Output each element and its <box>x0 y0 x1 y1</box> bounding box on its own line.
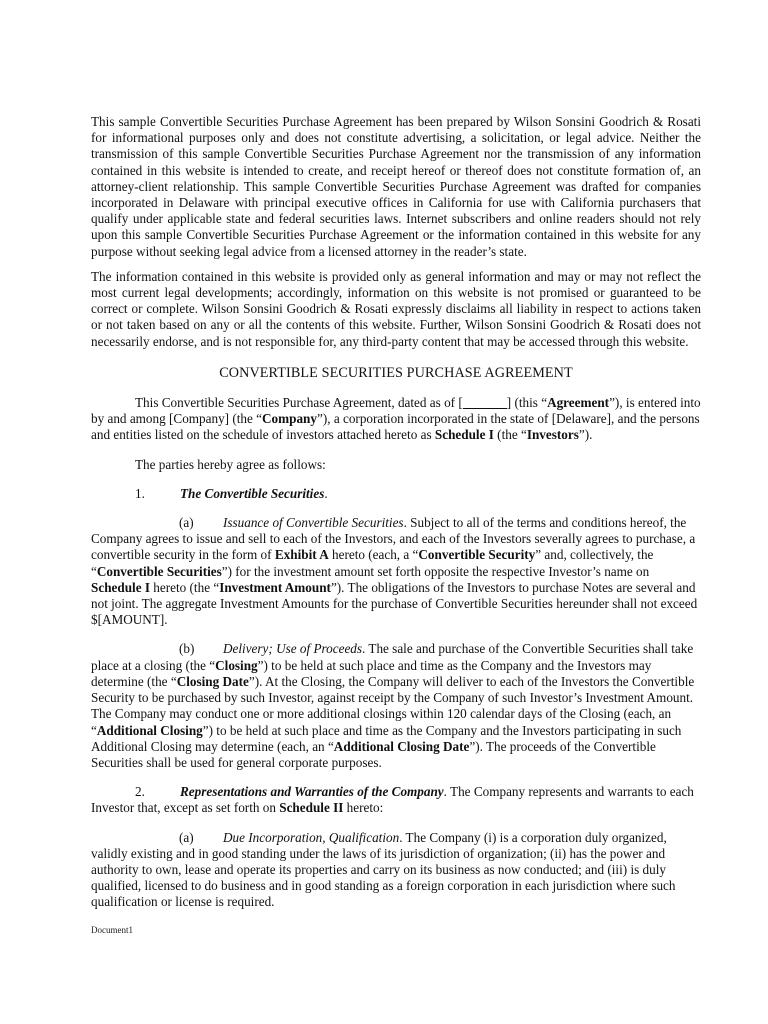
date-blank <box>463 396 507 409</box>
section-1-number: 1. <box>135 485 145 501</box>
disclaimer-paragraph-1: This sample Convertible Securities Purchase Agreement has been prepared by Wilson Sonsini Goodrich & Rosati for informational purposes only and does not constitute advertising, a solicitation, or legal advice. Neither the transmission of this sample Convertible Securities Purchase Agreement nor the transmission of any information contained in this website is intended to create, and receipt hereof or thereof does not constitute formation of, an attorney-client relationship. This sample Convertible Securities Purchase Agreement was drafted for companies incorporated in Delaware with principal executive offices in California for use with California purchasers that qualify under applicable state and federal securities laws. Internet subscribers and online readers should not rely upon this sample Convertible Securities Purchase Agreement or the information contained in this website for any purpose without seeking legal advice from a licensed attorney in the reader’s state. <box>91 114 701 259</box>
section-1b-paragraph: (b) Delivery; Use of Proceeds. The sale and purchase of the Convertible Securities shall take place at a closing (the “Closing”) to be held at such place and time as the Company and the Investors may determine (the “Closing Date”). At the Closing, the Company will deliver to each of the Investors the Convertible Security to be purchased by such Investor, against receipt by the Company of such Investor’s Investment Amount. The Company may conduct one or more additional closings within 120 calendar days of the Closing (each, an “Additional Closing”) to be held at such place and time as the Company and the Investors participating in such Additional Closing may determine (each, an “Additional Closing Date”). The proceeds of the Convertible Securities shall be used for general corporate purposes. <box>91 641 695 770</box>
section-2-number: 2. <box>135 784 145 800</box>
document-body <box>91 114 701 911</box>
section-2a-paragraph: (a) Due Incorporation, Qualification. The Company (i) is a corporation duly organized, validly existing and in good standing under the laws of its jurisdiction of organization; (ii) has the power and authority to own, lease and operate its properties and carry on its business as now conducted; and (iii) is duly qualified, licensed to do business and in good standing as a foreign corporation in each jurisdiction where such qualification or license is required. <box>91 829 676 910</box>
section-1a-paragraph: (a) Issuance of Convertible Securities. Subject to all of the terms and conditions hereof, the Company agrees to issue and sell to each of the Investors, and each of the Investors severally agrees to purchase, a convertible security in the form of Exhibit A hereto (each, a “Convertible Security” and, collectively, the “Convertible Securities”) for the investment amount set forth opposite the respective Investor’s name on Schedule I hereto (the “Investment Amount”). The obligations of the Investors to purchase Notes are several and not joint. The aggregate Investment Amounts for the purchase of Convertible Securities hereunder shall not exceed $[AMOUNT]. <box>91 515 698 628</box>
disclaimer-paragraph-2: The information contained in this website is provided only as general information and may or may not reflect the most current legal developments; accordingly, information on this website is not promised or guaranteed to be correct or complete. Wilson Sonsini Goodrich & Rosati expressly disclaims all liability in respect to actions taken or not taken based on any or all the contents of this website. Further, Wilson Sonsini Goodrich & Rosati does not necessarily endorse, and is not responsible for, any third-party content that may be accessed through this website. <box>91 268 701 349</box>
document-footer: Document1 <box>91 925 133 935</box>
section-2-paragraph: 2. Representations and Warranties of the Company. The Company represents and warrants to each Investor that, except as set forth on Schedule II hereto: <box>91 784 694 816</box>
parties-statement: The parties hereby agree as follows: <box>135 456 326 472</box>
intro-paragraph: This Convertible Securities Purchase Agreement, dated as of [ ] (this “Agreement”), is entered into by and among [Company] (the “Company”), a corporation incorporated in the state of [Delaware], and the persons and entities listed on the schedule of investors attached hereto as Schedule I (the “Investors”). <box>91 395 701 443</box>
section-1-heading: 1. The Convertible Securities. <box>135 485 328 501</box>
agreement-title: CONVERTIBLE SECURITIES PURCHASE AGREEMENT <box>219 364 573 381</box>
